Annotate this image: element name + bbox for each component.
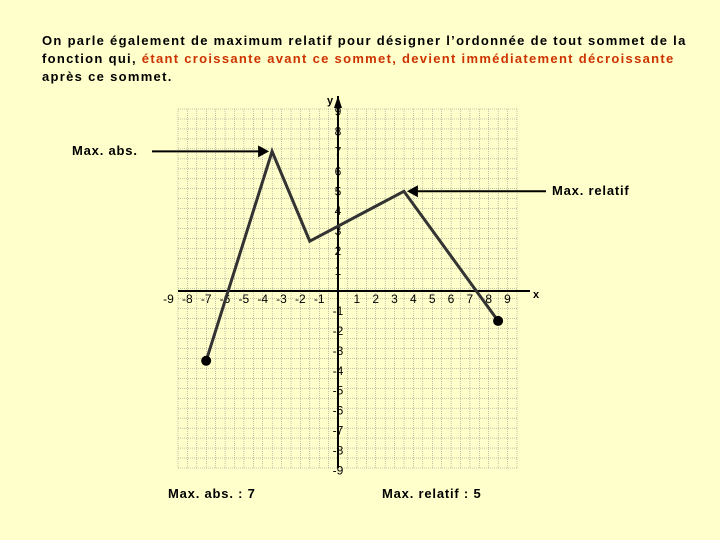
max-abs-arrow-label: Max. abs.	[72, 143, 138, 158]
y-tick-label: -2	[332, 323, 344, 338]
x-tick-label: 3	[391, 292, 398, 306]
x-tick-label: -1	[313, 292, 325, 306]
x-tick-label: 2	[372, 292, 380, 306]
x-tick-label: -6	[219, 292, 231, 306]
y-tick-label: 2	[334, 244, 342, 259]
x-tick-label: -4	[257, 292, 269, 306]
function-curve	[206, 151, 498, 360]
endpoint-dot	[493, 316, 503, 326]
x-tick-label: -3	[276, 292, 287, 306]
y-tick-label: -5	[332, 383, 344, 398]
y-tick-label: -1	[332, 303, 344, 318]
endpoint-dot	[201, 356, 211, 366]
intro-text-1: On parle également de maximum relatif pour désigner l’ordonnée de tout sommet de la fonction qui,	[42, 33, 687, 66]
arrows	[152, 145, 546, 197]
max-rel-arrow-label: Max. relatif	[552, 183, 630, 198]
x-tick-label: 7	[466, 292, 474, 306]
intro-text-2: après ce sommet.	[42, 69, 173, 84]
x-tick-label: 9	[504, 292, 511, 306]
x-tick-label: -2	[294, 292, 306, 306]
y-tick-label: 4	[334, 204, 342, 219]
y-tick-label: 9	[334, 104, 342, 119]
y-tick-label: -9	[332, 463, 344, 478]
y-tick-label: 7	[334, 144, 342, 159]
y-tick-label: 5	[334, 184, 342, 199]
x-tick-label: 4	[409, 292, 417, 306]
max-abs-value-label: Max. abs. : 7	[168, 486, 256, 501]
y-tick-label: 1	[334, 264, 342, 279]
y-tick-label: 6	[334, 164, 342, 179]
max-abs-arrowhead	[258, 145, 269, 157]
x-tick-label: 1	[353, 292, 361, 306]
y-tick-label: -6	[332, 403, 344, 418]
x-tick-label: -8	[181, 292, 193, 306]
x-axis-name: x	[533, 289, 540, 301]
y-axis-name: y	[327, 95, 334, 107]
y-tick-label: 8	[334, 124, 342, 139]
y-tick-label: -3	[332, 343, 344, 358]
x-tick-label: -9	[163, 292, 174, 306]
y-tick-label: -4	[332, 363, 344, 378]
y-tick-label: -7	[332, 423, 344, 438]
y-tick-label: 3	[334, 224, 342, 239]
max-rel-value-label: Max. relatif : 5	[382, 486, 482, 501]
x-tick-label: 5	[428, 292, 436, 306]
x-tick-label: 6	[447, 292, 455, 306]
intro-highlight: étant croissante avant ce sommet, devient immédiatement décroissante	[141, 51, 675, 66]
y-tick-label: -8	[332, 443, 344, 458]
x-tick-label: -5	[238, 292, 250, 306]
x-tick-label: -7	[200, 292, 212, 306]
x-tick-label: 8	[485, 292, 493, 306]
